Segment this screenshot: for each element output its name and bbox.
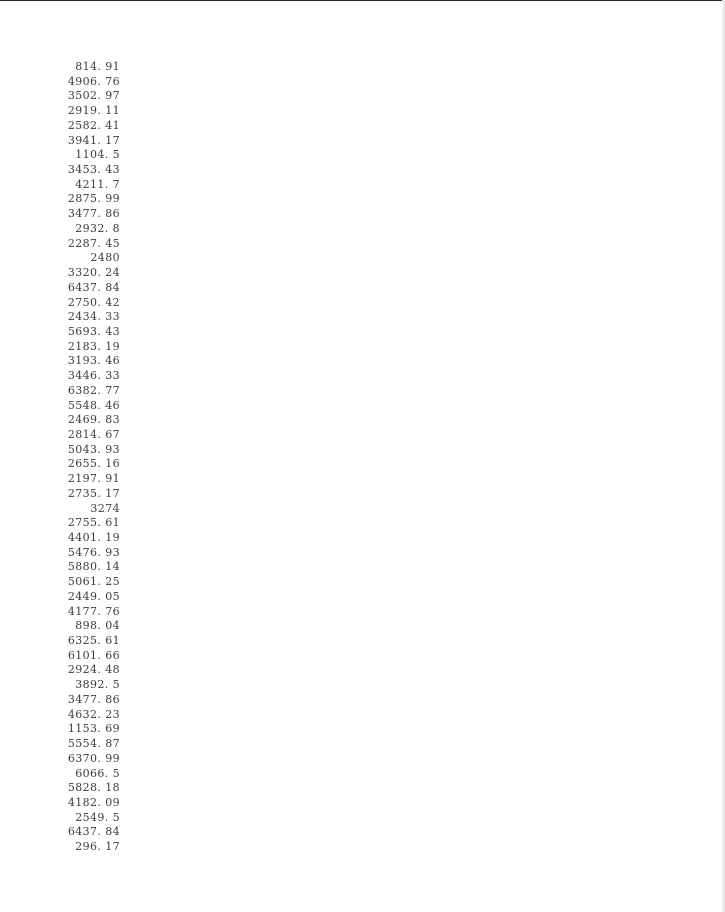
number-cell: 6437. 84: [67, 825, 120, 839]
number-cell: 5828. 18: [67, 781, 120, 795]
number-cell: 3477. 86: [67, 692, 120, 706]
number-cell: 4177. 76: [67, 604, 120, 618]
number-cell: 2750. 42: [67, 295, 120, 309]
number-cell: 5476. 93: [67, 545, 120, 559]
number-cell: 2932. 8: [75, 221, 120, 235]
number-cell: 2549. 5: [75, 810, 120, 824]
number-cell: 2735. 17: [67, 486, 120, 500]
number-cell: 2655. 16: [67, 457, 120, 471]
number-cell: 6101. 66: [67, 648, 120, 662]
number-cell: 2919. 11: [67, 104, 120, 118]
number-cell: 2287. 45: [67, 236, 120, 250]
number-cell: 2755. 61: [67, 516, 120, 530]
number-cell: 5693. 43: [67, 324, 120, 338]
number-cell: 4906. 76: [67, 74, 120, 88]
number-cell: 3941. 17: [67, 133, 120, 147]
number-cell: 5548. 46: [67, 398, 120, 412]
number-cell: 5061. 25: [67, 575, 120, 589]
number-cell: 4632. 23: [67, 707, 120, 721]
number-cell: 2449. 05: [67, 589, 120, 603]
number-cell: 2924. 48: [67, 663, 120, 677]
number-cell: 2469. 83: [67, 413, 120, 427]
number-cell: 898. 04: [75, 619, 120, 633]
number-cell: 6370. 99: [67, 751, 120, 765]
number-cell: 5880. 14: [67, 560, 120, 574]
number-cell: 2480: [90, 251, 120, 265]
number-cell: 296. 17: [75, 840, 120, 854]
number-cell: 6325. 61: [67, 634, 120, 648]
number-cell: 4401. 19: [67, 531, 120, 544]
number-cell: 5554. 87: [67, 737, 120, 751]
number-cell: 2197. 91: [67, 472, 120, 486]
number-cell: 4182. 09: [67, 795, 120, 809]
number-cell: 6437. 84: [67, 280, 120, 294]
number-column: [60, 60, 120, 855]
number-cell: 6066. 5: [75, 766, 120, 780]
number-cell: 2582. 41: [67, 118, 120, 132]
number-cell: 3320. 24: [67, 266, 120, 280]
number-cell: 1104. 5: [75, 148, 120, 162]
number-cell: 3892. 5: [75, 678, 120, 692]
number-cell: 3453. 43: [67, 163, 120, 177]
number-cell: 5043. 93: [67, 442, 120, 456]
number-cell: 2875. 99: [67, 192, 120, 206]
number-cell: 3446. 33: [67, 369, 120, 383]
number-cell: 4211. 7: [75, 177, 120, 191]
number-cell: 6382. 77: [67, 383, 120, 397]
number-cell: 3274: [90, 501, 120, 515]
number-cell: 3193. 46: [67, 354, 120, 368]
number-cell: 3477. 86: [67, 207, 120, 221]
number-cell: 2814. 67: [67, 427, 120, 441]
number-cell: 3502. 97: [67, 89, 120, 103]
number-cell: 814. 91: [75, 60, 120, 73]
number-cell: 2434. 33: [67, 310, 120, 324]
number-cell: 2183. 19: [67, 339, 120, 353]
number-cell: 1153. 69: [67, 722, 120, 736]
